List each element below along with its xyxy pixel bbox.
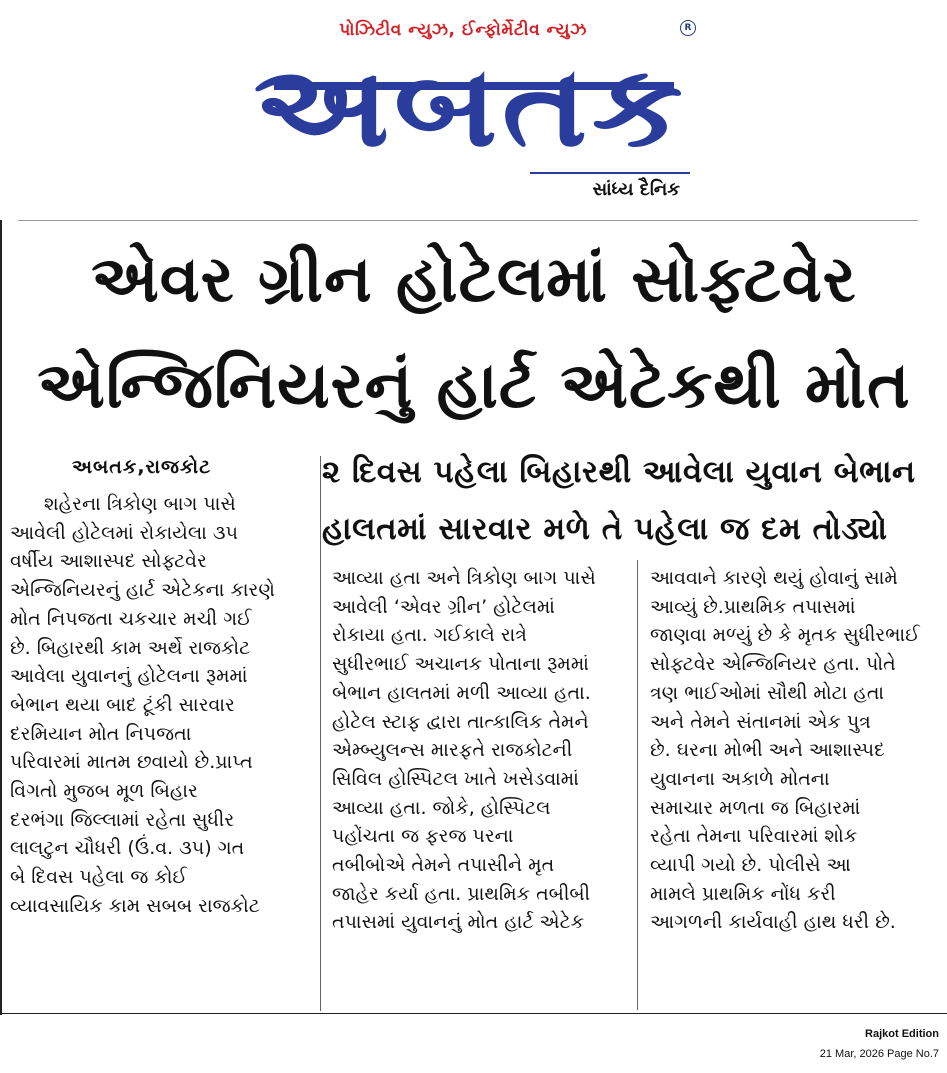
article-line: સુધીરભાઈ અચાનક પોતાના રૂમમાં: [332, 653, 589, 676]
article-line: પહોંચતા જ ફરજ પરના: [332, 825, 514, 848]
article-line: બેભાન હાલતમાં મળી આવ્યા હતા.: [332, 681, 591, 704]
newspaper-logo: અબતક: [253, 42, 688, 172]
article-line: બે દિવસ પહેલા જ કોઈ: [10, 866, 188, 889]
headline-line-1: એવર ગ્રીન હોટેલમાં સોફ્ટવેર: [91, 243, 857, 317]
registered-mark-icon: R: [680, 20, 696, 36]
date-page-label: 21 Mar, 2026 Page No.7: [819, 1048, 939, 1060]
bottom-border: [0, 1013, 947, 1014]
byline: અબતક,રાજકોટ: [72, 456, 212, 478]
article-line: શહેરના ત્રિકોણ બાગ પાસે: [44, 493, 236, 515]
article-line: રહેતા તેમના પરિવારમાં શોક: [650, 825, 858, 848]
article-line: સમાચાર મળતા જ બિહારમાં: [650, 796, 861, 819]
article-line: પરિવારમાં માતમ છવાયો છે.પ્રાપ્ત: [10, 751, 253, 774]
article-line: વિગતો મુજબ મૂળ બિહાર: [10, 780, 198, 803]
article-line: એન્જિનિયરનું હાર્ટ એટેકના કારણે: [10, 579, 275, 602]
masthead-subtitle: સાંધ્ય દૈનિક: [592, 179, 680, 200]
headline-line-2: એન્જિનિયરનું હાર્ટ એટેકથી મોત: [37, 349, 911, 423]
masthead-tagline: પોઝિટીવ ન્યુઝ, ઈન્ફોર્મેટીવ ન્યુઝ: [339, 20, 587, 40]
article-line: યુવાનના અકાળે મોતના: [650, 767, 830, 790]
left-border: [0, 220, 2, 1015]
article-line: આવવાને કારણે થયું હોવાનું સામે: [650, 567, 898, 589]
article-line: આગળની કાર્યવાહી હાથ ધરી છે.: [650, 911, 896, 934]
article-line: દરભંગા જિલ્લામાં રહેતા સુધીર: [10, 808, 235, 831]
article-line: મોત નિપજતા ચકચાર મચી ગઈ: [10, 607, 252, 630]
article-line: આવેલા યુવાનનું હોટેલના રૂમમાં: [10, 665, 248, 688]
article-line: સિવિલ હોસ્પિટલ ખાતે ખસેડવામાં: [332, 767, 579, 790]
subheadline-line-2: હાલતમાં સારવાર મળે તે પહેલા જ દમ તોડ્યો: [322, 511, 888, 547]
article-line: વર્ષીય આશાસ્પદ સોફ્ટવેર: [10, 550, 207, 573]
article-line: છે. બિહારથી કામ અર્થે રાજકોટ: [10, 636, 251, 659]
article-line: આવ્યા હતા અને ત્રિકોણ બાગ પાસે: [332, 567, 596, 589]
article-line: રોકાયા હતા. ગઈકાલે રાત્રે: [332, 624, 527, 647]
article-line: લાલટુન ચૌધરી (ઉં.વ. ૩૫) ગત: [10, 837, 245, 860]
article-line: આવ્યા હતા. જોકે, હોસ્પિટલ: [332, 796, 551, 819]
article-line: જાણવા મળ્યું છે કે મૃતક સુધીરભાઈ: [650, 624, 920, 647]
article-line: મામલે પ્રાથમિક નોંધ કરી: [650, 882, 836, 905]
edition-label: Rajkot Edition: [865, 1028, 939, 1040]
article-line: આવેલી હોટેલમાં રોકાયેલા ૩૫: [10, 521, 239, 544]
article-column-3: [650, 564, 940, 937]
article-line: આવ્યું છે.પ્રાથમિક તપાસમાં: [650, 595, 856, 618]
article-column-2: [332, 564, 622, 937]
article-line: અને તેમને સંતાનમાં એક પુત્ર: [650, 710, 871, 733]
article-line: તબીબોએ તેમને તપાસીને મૃત: [332, 854, 555, 877]
column-divider-2: [637, 560, 638, 1010]
article-line: દરમિયાન મોત નિપજતા: [10, 722, 192, 745]
article-line: એમ્બ્યુલન્સ મારફતે રાજકોટની: [332, 739, 573, 762]
subheadline-line-1: ૨ દિવસ પહેલા બિહારથી આવેલા યુવાન બેભાન: [322, 454, 916, 490]
article-line: તપાસમાં યુવાનનું મોત હાર્ટ એટેક: [332, 911, 585, 934]
article-line: છે. ઘરના મોભી અને આશાસ્પદ: [650, 739, 885, 762]
article-line: વ્યાપી ગયો છે. પોલીસે આ: [650, 854, 851, 877]
article-line: બેભાન થયા બાદ ટૂંકી સારવાર: [10, 693, 235, 716]
article-column-1: [10, 490, 310, 921]
top-rule: [18, 220, 918, 221]
column-divider-1: [320, 456, 321, 1011]
masthead: [248, 12, 698, 212]
article-line: હોટેલ સ્ટાફ દ્વારા તાત્કાલિક તેમને: [332, 710, 589, 733]
article-line: વ્યાવસાયિક કામ સબબ રાજકોટ: [10, 894, 260, 917]
article-line: સોફ્ટવેર એન્જિનિયર હતા. પોતે: [650, 653, 896, 676]
article-line: જાહેર કર્યા હતા. પ્રાથમિક તબીબી: [332, 882, 591, 905]
article-line: આવેલી ‘એવર ગ્રીન’ હોટેલમાં: [332, 595, 555, 618]
article-line: ત્રણ ભાઈઓમાં સૌથી મોટા હતા: [650, 681, 885, 704]
